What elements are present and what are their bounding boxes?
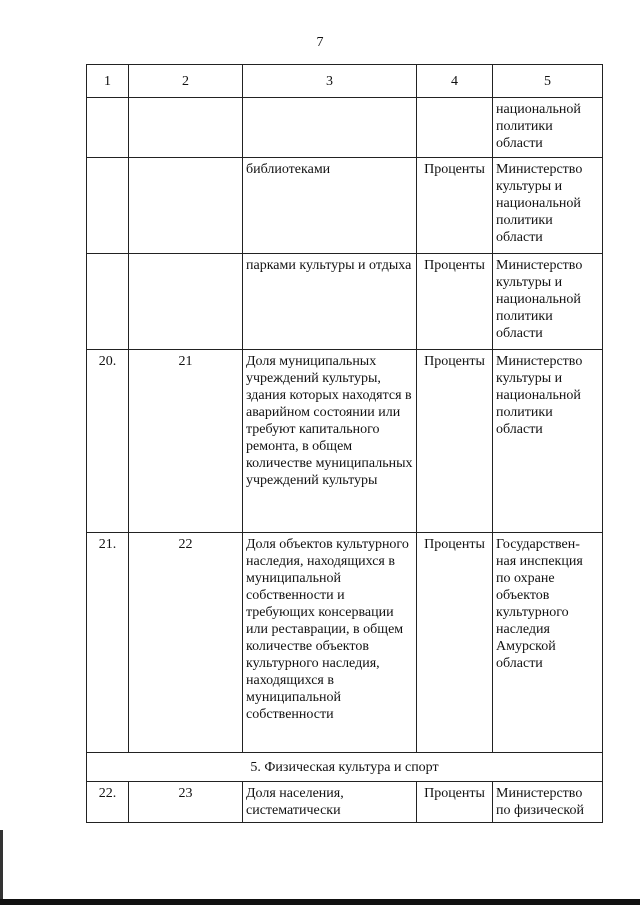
header-col-2: 2 (129, 65, 243, 98)
table-header-row (87, 65, 603, 98)
table-row (87, 782, 603, 823)
row-number (87, 98, 129, 158)
row-code: 21 (129, 350, 243, 533)
section-title: 5. Физическая культура и спорт (87, 753, 603, 782)
section-heading-row (87, 753, 603, 782)
row-organization: Государствен-ная инспекция по охране объектов культурного наследия Амурской области (493, 533, 603, 753)
row-code (129, 158, 243, 254)
table-row (87, 98, 603, 158)
header-col-5: 5 (493, 65, 603, 98)
table-row (87, 533, 603, 753)
row-code (129, 254, 243, 350)
scan-edge-bottom (0, 899, 640, 905)
indicators-table (86, 64, 603, 823)
scan-edge-left (0, 830, 3, 905)
header-col-3: 3 (243, 65, 417, 98)
row-number: 20. (87, 350, 129, 533)
row-indicator: Доля объектов культурного наследия, находящихся в муниципальной собственности и требующих консервации или реставрации, в общем количестве объектов культурного наследия, находящихся в муниципальной собственности (243, 533, 417, 753)
row-code: 23 (129, 782, 243, 823)
row-unit: Проценты (417, 158, 493, 254)
row-organization: Министерство по физической (493, 782, 603, 823)
row-number: 21. (87, 533, 129, 753)
row-organization: Министерство культуры и национальной политики области (493, 254, 603, 350)
row-number (87, 158, 129, 254)
row-unit: Проценты (417, 350, 493, 533)
table-row (87, 158, 603, 254)
row-code: 22 (129, 533, 243, 753)
row-indicator (243, 98, 417, 158)
row-organization: Министерство культуры и национальной политики области (493, 350, 603, 533)
header-col-1: 1 (87, 65, 129, 98)
row-indicator: Доля муниципальных учреждений культуры, здания которых находятся в аварийном состоянии или требуют капитального ремонта, в общем количестве муниципальных учреждений культуры (243, 350, 417, 533)
page-number: 7 (316, 35, 324, 50)
row-code (129, 98, 243, 158)
row-number: 22. (87, 782, 129, 823)
row-indicator: Доля населения, систематически (243, 782, 417, 823)
row-organization: Министерство культуры и национальной политики области (493, 158, 603, 254)
row-unit: Проценты (417, 782, 493, 823)
header-col-4: 4 (417, 65, 493, 98)
row-unit (417, 98, 493, 158)
row-unit: Проценты (417, 254, 493, 350)
table-row (87, 350, 603, 533)
row-indicator: библиотеками (243, 158, 417, 254)
row-unit: Проценты (417, 533, 493, 753)
row-organization: национальной политики области (493, 98, 603, 158)
table-row (87, 254, 603, 350)
row-indicator: парками культуры и отдыха (243, 254, 417, 350)
row-number (87, 254, 129, 350)
